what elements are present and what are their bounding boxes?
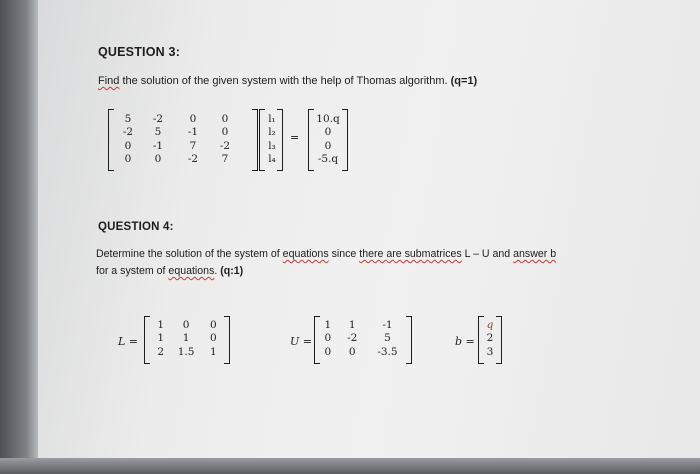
matrix-cell: 5	[154, 126, 162, 139]
matrix-cell: l₄	[268, 153, 276, 166]
b-label: b =	[455, 335, 475, 348]
matrix-cell: 1	[157, 332, 165, 345]
matrix-cell: -1	[152, 139, 164, 152]
matrix-cell: 5	[124, 112, 132, 125]
matrix-cell: -1	[187, 126, 199, 139]
matrix-cell: 0	[348, 345, 356, 358]
matrix-row	[116, 112, 252, 126]
matrix-cell: 0	[124, 139, 132, 152]
monitor-bezel-bottom	[0, 458, 700, 474]
matrix-row	[150, 318, 226, 332]
matrix-cell: -2	[187, 153, 199, 166]
matrix-row	[312, 139, 344, 153]
matrix-l	[144, 316, 230, 364]
matrix-row	[150, 332, 226, 346]
equals-sign: =	[290, 131, 300, 144]
matrix-cell: 0	[209, 332, 217, 345]
matrix-cell: -3.5	[377, 345, 398, 358]
vector-rhs	[308, 109, 348, 171]
matrix-cell: 1	[324, 318, 332, 331]
matrix-row	[116, 126, 252, 140]
matrix-row	[318, 318, 408, 332]
matrix-cell: -2	[347, 332, 358, 345]
matrix-cell: 0	[189, 112, 197, 125]
matrix-cell: 7	[221, 153, 229, 166]
matrix-row	[312, 126, 344, 140]
matrix-cell: 0	[124, 153, 132, 166]
matrix-cell: 10.q	[316, 112, 340, 125]
matrix-cell: 0	[221, 112, 229, 125]
matrix-cell: 2	[486, 332, 494, 345]
matrix-row	[312, 112, 344, 126]
matrix-row	[116, 139, 252, 153]
matrix-cell: 0	[324, 139, 332, 152]
matrix-cell: -5.q	[317, 153, 339, 166]
matrix-cell: 2	[157, 345, 165, 358]
q-parameter: (q=1)	[450, 75, 478, 87]
matrix-cell: 1	[182, 332, 190, 345]
matrix-cell: -2	[152, 112, 164, 125]
u-label: U =	[290, 335, 312, 348]
matrix-cell: -2	[122, 126, 134, 139]
matrix-cell: 1	[209, 345, 217, 358]
matrix-cell: q	[486, 318, 494, 331]
question-4-prompt: Determine the solution of the system of equations since there are submatrices L – U and answer b for a system of equations. (q:1)	[96, 248, 557, 277]
matrix-u	[314, 316, 412, 364]
matrix-cell: 1.5	[177, 345, 195, 358]
matrix-row	[318, 345, 408, 359]
matrix-cell: 0	[209, 318, 217, 331]
document-page	[38, 0, 700, 458]
matrix-cell: 0	[221, 126, 229, 139]
matrix-row	[312, 153, 344, 167]
matrix-cell: 0	[154, 153, 162, 166]
matrix-cell: -2	[219, 139, 231, 152]
monitor-bezel-left	[0, 0, 38, 474]
matrix-cell: 0	[324, 126, 332, 139]
question-4-title: QUESTION 4:	[98, 221, 174, 233]
matrix-cell: 3	[486, 345, 494, 358]
matrix-cell: 5	[384, 332, 391, 345]
matrix-row	[318, 332, 408, 346]
matrix-cell: 1	[157, 318, 165, 331]
matrix-cell: -1	[382, 318, 393, 331]
matrix-row	[150, 345, 226, 359]
l-label: L =	[118, 335, 139, 348]
matrix-cell: l₂	[268, 126, 276, 139]
vector-b	[478, 316, 502, 364]
matrix-a	[108, 109, 258, 171]
matrix-cell: 0	[324, 345, 332, 358]
matrix-cell: l₁	[268, 112, 276, 125]
matrix-cell: 1	[348, 318, 356, 331]
matrix-cell: 0	[324, 332, 332, 345]
question-3-prompt: Find the solution of the given system with the help of Thomas algorithm. (q=1)	[98, 75, 478, 87]
matrix-cell: 7	[189, 139, 197, 152]
matrix-cell: 0	[182, 318, 190, 331]
vector-l	[259, 109, 283, 171]
question-3-title: QUESTION 3:	[98, 45, 181, 59]
spelling-mark: Find	[98, 75, 120, 87]
matrix-cell: l₃	[268, 139, 276, 152]
matrix-row	[116, 153, 252, 167]
